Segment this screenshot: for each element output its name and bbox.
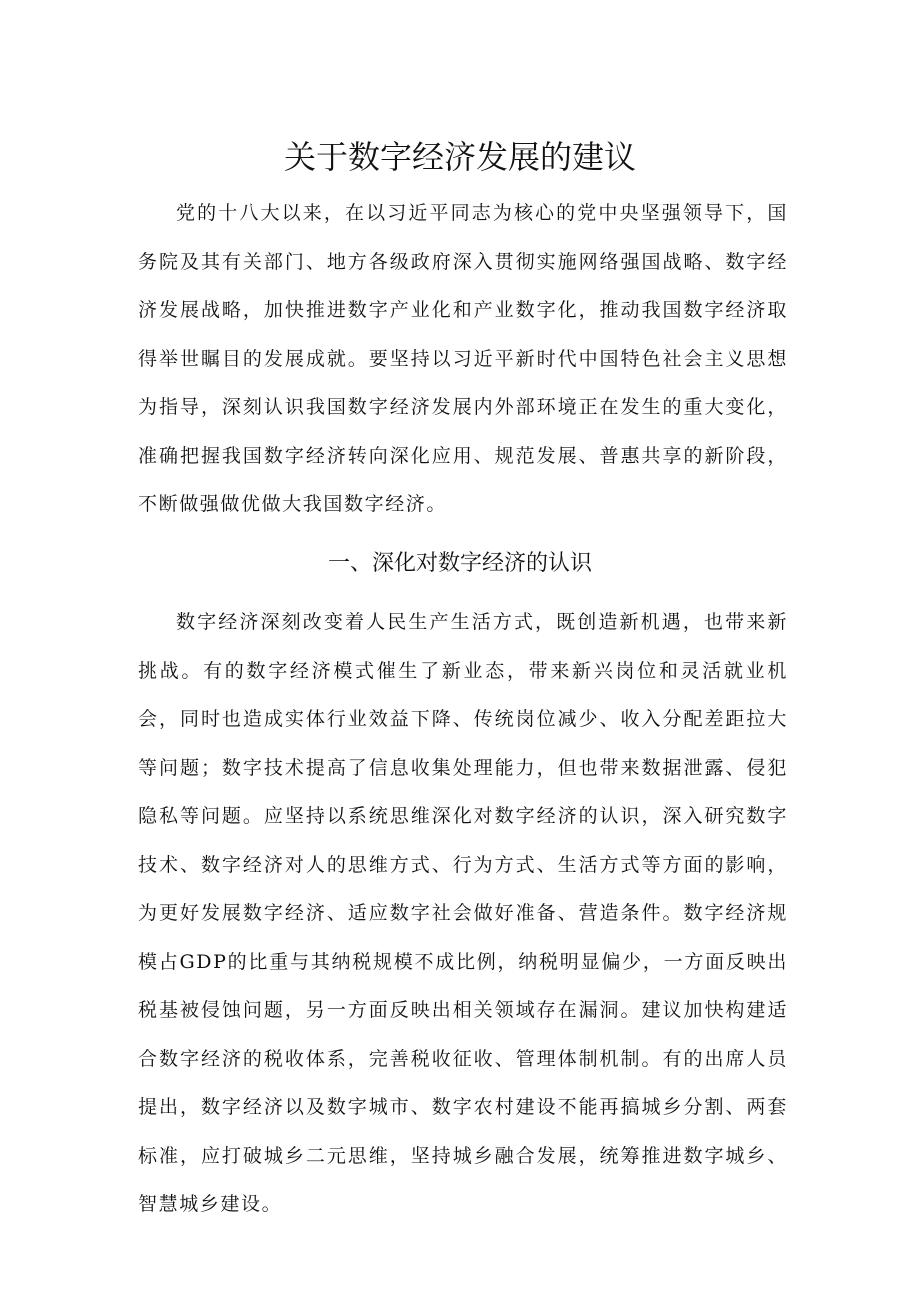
document-title: 关于数字经济发展的建议 bbox=[283, 138, 636, 176]
intro-paragraph: 党的十八大以来，在以习近平同志为核心的党中央坚强领导下，国务院及其有关部门、地方各级政府深入贯彻实施网络强国战略、数字经济发展战略，加快推进数字产业化和产业数字化，推动我国数字经济取得举世瞩目的发展成就。要坚持以习近平新时代中国特色社会主义思想为指导，深刻认识我国数字经济发展内外部环境正在发生的重大变化，准确把握我国数字经济转向深化应用、规范发展、普惠共享的新阶段，不断做强做优做大我国数字经济。 bbox=[138, 202, 788, 515]
section-paragraph: 数字经济深刻改变着人民生产生活方式，既创造新机遇，也带来新挑战。有的数字经济模式催生了新业态，带来新兴岗位和灵活就业机会，同时也造成实体行业效益下降、传统岗位减少、收入分配差距拉大等问题；数字技术提高了信息收集处理能力，但也带来数据泄露、侵犯隐私等问题。应坚持以系统思维深化对数字经济的认识，深入研究数字技术、数字经济对人的思维方式、行为方式、生活方式等方面的影响，为更好发展数字经济、适应数字社会做好准备、营造条件。数字经济规模占GDP的比重与其纳税规模不成比例，纳税明显偏少，一方面反映出税基被侵蚀问题，另一方面反映出相关领域存在漏洞。建议加快构建适合数字经济的税收体系，完善税收征收、管理体制机制。有的出席人员提出，数字经济以及数字城市、数字农村建设不能再搞城乡分割、两套标准，应打破城乡二元思维，坚持城乡融合发展，统筹推进数字城乡、智慧城乡建设。 bbox=[138, 611, 788, 1215]
section-heading: 一、深化对数字经济的认识 bbox=[327, 551, 592, 576]
